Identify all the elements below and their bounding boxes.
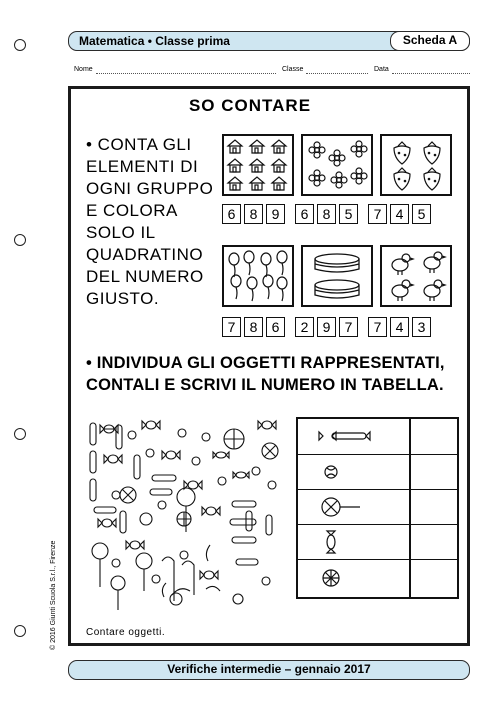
table-row [298, 524, 457, 559]
instruction-line: • INDIVIDUA GLI OGGETTI RAPPRESENTATI, [86, 354, 445, 372]
strawberry-icon [382, 136, 450, 194]
count-cell[interactable] [411, 525, 457, 559]
number-box[interactable]: 6 [222, 204, 241, 224]
group-flowers [301, 134, 373, 196]
group-chicks [380, 245, 452, 307]
flower-icon [303, 136, 371, 194]
count-table [296, 417, 459, 599]
binder-hole-lower [14, 428, 26, 440]
table-row [298, 454, 457, 489]
lollipop-icon [298, 490, 409, 524]
binder-hole-bottom [14, 625, 26, 637]
group-balloons [222, 245, 294, 307]
instruction-line: QUADRATINO [86, 245, 204, 264]
number-box[interactable]: 7 [222, 317, 241, 337]
cake-icon [303, 247, 371, 305]
nome-field[interactable] [96, 72, 276, 74]
instruction-line: ELEMENTI DI [86, 157, 199, 176]
classe-label: Classe [282, 66, 304, 73]
number-box[interactable]: 7 [368, 317, 387, 337]
nome-label: Nome [74, 66, 93, 73]
count-cell[interactable] [411, 490, 457, 524]
instruction-line: E COLORA [86, 201, 178, 220]
number-box[interactable]: 7 [339, 317, 358, 337]
exercise2-instructions [86, 352, 466, 396]
data-field[interactable] [392, 72, 470, 74]
stick-candy-icon [298, 419, 409, 453]
footer-bar: Verifiche intermedie – gennaio 2017 [68, 660, 470, 680]
group-cakes [301, 245, 373, 307]
table-row [298, 419, 457, 454]
binder-hole-top [14, 39, 26, 51]
number-box[interactable]: 3 [412, 317, 431, 337]
instruction-line: SOLO IL [86, 223, 156, 242]
number-box[interactable]: 8 [244, 317, 263, 337]
instruction-line: OGNI GRUPPO [86, 179, 214, 198]
number-box[interactable]: 7 [368, 204, 387, 224]
instruction-line: • CONTA GLI [86, 135, 192, 154]
instruction-line: CONTALI E SCRIVI IL NUMERO IN TABELLA. [86, 376, 444, 394]
classe-field[interactable] [306, 72, 368, 74]
number-box[interactable]: 2 [295, 317, 314, 337]
number-row-2 [222, 317, 431, 337]
number-box[interactable]: 5 [339, 204, 358, 224]
number-box[interactable]: 4 [390, 317, 409, 337]
count-cell[interactable] [411, 419, 457, 453]
number-box[interactable]: 8 [317, 204, 336, 224]
instruction-line: GIUSTO. [86, 289, 160, 308]
page-title: SO CONTARE [188, 96, 312, 115]
count-cell[interactable] [411, 560, 457, 594]
number-row-1 [222, 204, 431, 224]
count-cell[interactable] [411, 455, 457, 489]
table-row [298, 489, 457, 524]
house-icon [224, 136, 292, 194]
round-candy-icon [298, 455, 409, 489]
number-box[interactable]: 9 [266, 204, 285, 224]
group-houses [222, 134, 294, 196]
exercise1-instructions [86, 134, 216, 310]
copyright-notice: © 2016 Giunti Scuola S.r.l., Firenze [50, 540, 57, 650]
number-box[interactable]: 4 [390, 204, 409, 224]
wrapped-candy-icon [298, 525, 409, 559]
instruction-line: DEL NUMERO [86, 267, 204, 286]
data-label: Data [374, 66, 389, 73]
balloon-icon [224, 247, 292, 305]
student-fields [74, 66, 470, 78]
chick-icon [382, 247, 450, 305]
sweets-illustration [86, 415, 286, 615]
caption: Contare oggetti. [86, 627, 166, 638]
group-strawberries [380, 134, 452, 196]
swirl-candy-icon [298, 560, 409, 594]
header-title: Matematica • Classe prima [79, 34, 230, 48]
number-box[interactable]: 5 [412, 204, 431, 224]
table-row [298, 559, 457, 594]
number-box[interactable]: 9 [317, 317, 336, 337]
number-box[interactable]: 6 [295, 204, 314, 224]
header-bar [68, 31, 470, 51]
number-box[interactable]: 8 [244, 204, 263, 224]
binder-hole-upper [14, 234, 26, 246]
worksheet-tab: Scheda A [390, 31, 470, 51]
number-box[interactable]: 6 [266, 317, 285, 337]
